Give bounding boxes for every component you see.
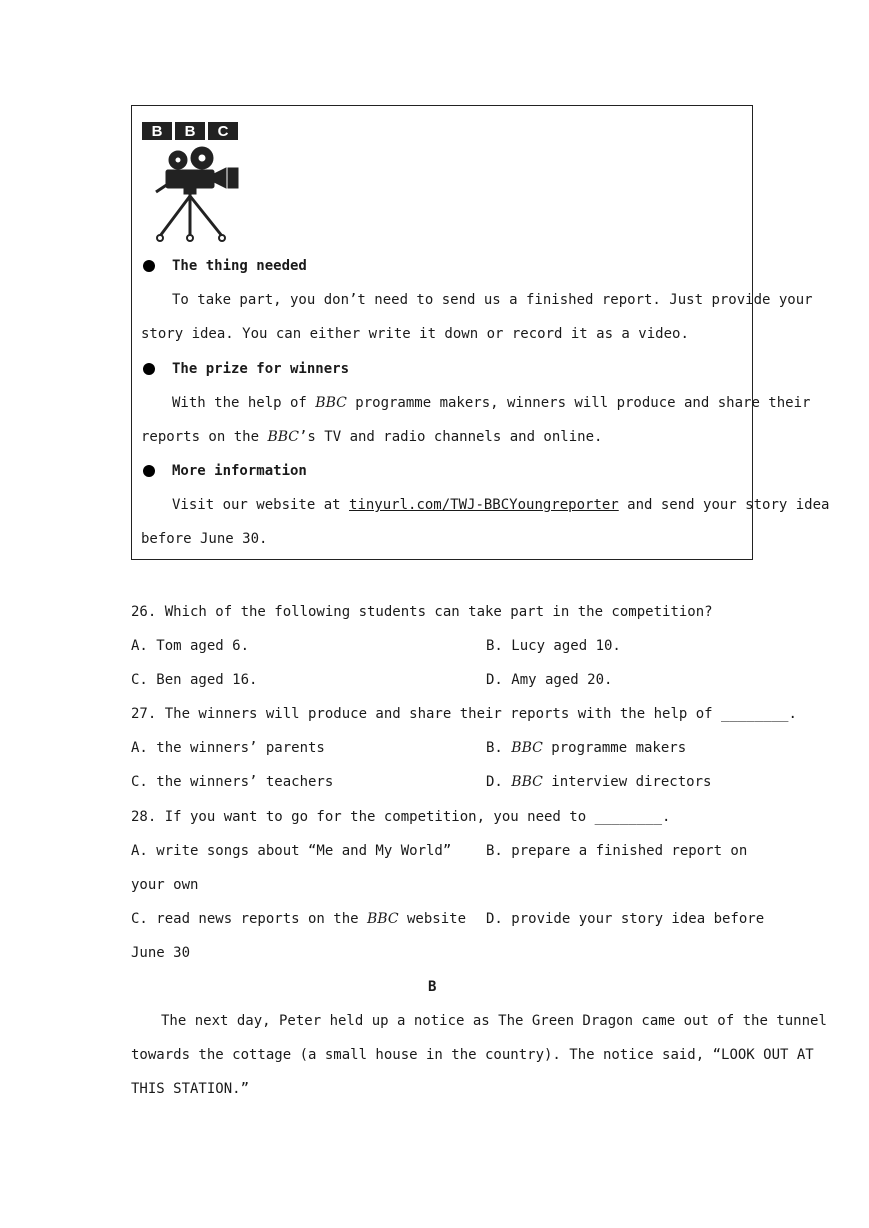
bbc-letter: C (217, 123, 229, 140)
bullet-icon (143, 465, 155, 477)
section-text: Visit our website at tinyurl.com/TWJ-BBCYoungreporter and send your story idea (172, 497, 830, 513)
option-c: C. the winners’ teachers (131, 774, 334, 790)
section-text: reports on the BBC’s TV and radio channels and online. (141, 429, 603, 445)
section-heading: The thing needed (172, 258, 307, 274)
passage-line: towards the cottage (a small house in the country). The notice said, “LOOK OUT AT (131, 1047, 814, 1063)
option-d: D. BBC interview directors (486, 774, 712, 790)
section-text: before June 30. (141, 531, 268, 547)
bullet-icon (143, 363, 155, 375)
option-a: A. Tom aged 6. (131, 638, 250, 654)
section-heading: The prize for winners (172, 361, 350, 377)
question-stem: 28. If you want to go for the competition, you need to ________. (131, 809, 671, 825)
film-camera-icon (156, 147, 238, 241)
passage-line: The next day, Peter held up a notice as The Green Dragon came out of the tunnel (161, 1013, 827, 1029)
option-b: B. BBC programme makers (486, 740, 687, 756)
website-link[interactable]: tinyurl.com/TWJ-BBCYoungreporter (349, 497, 619, 513)
option-d: D. provide your story idea before (486, 911, 765, 927)
question-stem: 27. The winners will produce and share their reports with the help of ________. (131, 706, 797, 722)
option-a: A. the winners’ parents (131, 740, 325, 756)
option-b: B. Lucy aged 10. (486, 638, 621, 654)
passage-label: B (428, 979, 437, 995)
passage-line: THIS STATION.” (131, 1081, 250, 1097)
option-b: B. prepare a finished report on (486, 843, 748, 859)
bbc-italic: BBC (315, 395, 347, 411)
section-heading: More information (172, 463, 307, 479)
bullet-icon (143, 260, 155, 272)
section-text: With the help of BBC programme makers, winners will produce and share their (172, 395, 811, 411)
notice-box (131, 105, 830, 560)
option-a: A. write songs about “Me and My World” (131, 843, 452, 859)
bbc-italic: BBC (267, 429, 299, 445)
section-text: story idea. You can either write it down or record it as a video. (141, 326, 689, 342)
option-d: D. Amy aged 20. (486, 672, 613, 688)
option-c: C. Ben aged 16. (131, 672, 258, 688)
option-c: C. read news reports on the BBC website (131, 911, 467, 927)
option-b-continued: your own (131, 877, 199, 893)
option-d-continued: June 30 (131, 945, 191, 961)
bbc-letter: B (151, 123, 163, 140)
question-stem: 26. Which of the following students can take part in the competition? (131, 604, 713, 620)
section-text: To take part, you don’t need to send us a finished report. Just provide your (172, 292, 813, 308)
bbc-logo (142, 122, 242, 246)
bbc-letter: B (184, 123, 196, 140)
